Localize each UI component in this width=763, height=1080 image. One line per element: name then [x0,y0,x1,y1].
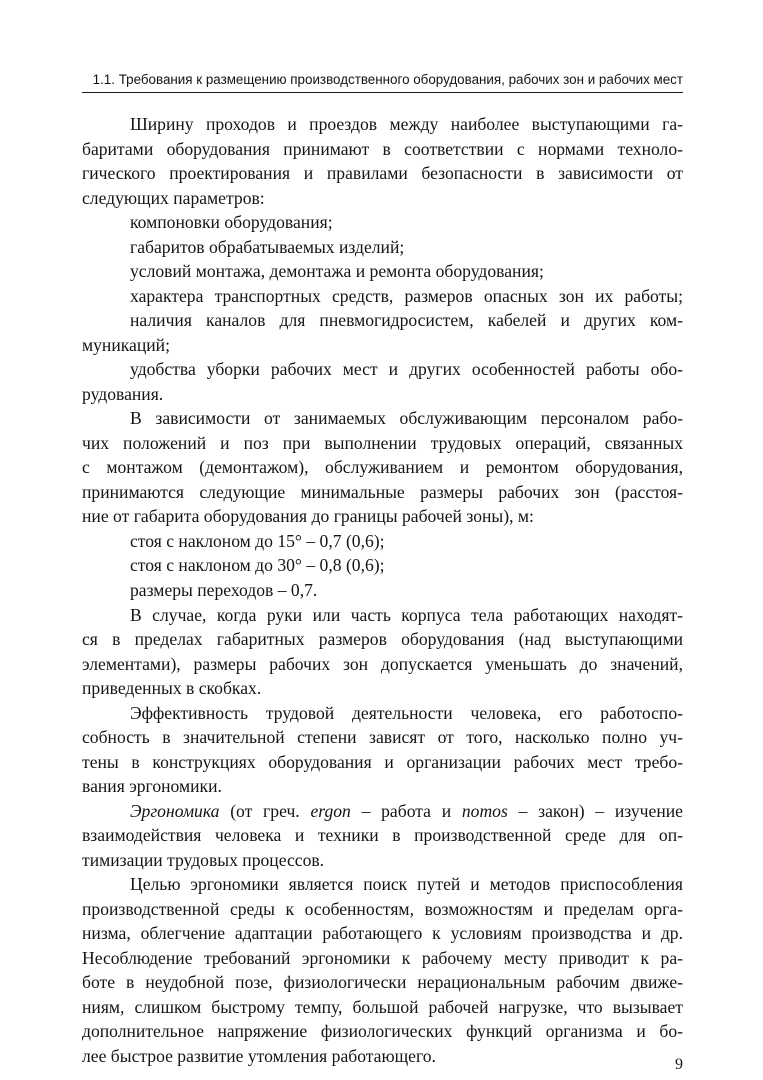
text-line: вания эргономики. [82,776,222,796]
text-line: рудования. [82,384,164,404]
text-line: собность в значительной степени зависят от того, насколько полно уч- [82,727,683,747]
text-line: ние от габарита оборудования до границы рабочей зоны), м: [82,506,534,526]
text-line: дополнительное напряжение физиологических функций организма и бо- [82,1021,683,1041]
text-line: лее быстрое развитие утомления работающего. [82,1046,436,1066]
text-line: производственной среды к особенностям, возможностям и пределам орга- [82,899,683,919]
text-line: Ширину проходов и проездов между наиболее выступающими га- [130,114,683,134]
text-line: тены в конструкциях оборудования и организации рабочих мест требо- [82,752,683,772]
text-line: В зависимости от занимаемых обслуживающим персоналом рабо- [130,408,683,428]
text-line: ся в пределах габаритных размеров оборудования (над выступающими [82,629,683,649]
text-line: приведенных в скобках. [82,678,262,698]
text-line: удобства уборки рабочих мест и других особенностей работы обо- [130,359,683,379]
text-line: следующих параметров: [82,188,265,208]
text-line: ниям, слишком быстрому темпу, большой рабочей нагрузке, что вызывает [82,997,683,1017]
text-line: Эффективность трудовой деятельности человека, его работоспо- [130,703,683,723]
text-line: тимизации трудовых процессов. [82,850,325,870]
text-line: Целью эргономики является поиск путей и методов приспособления [130,874,683,894]
text-line: низма, облегчение адаптации работающего к условиям производства и др. [82,923,683,943]
text-line: наличия каналов для пневмогидросистем, кабелей и других ком- [130,310,683,330]
text-line: чих положений и поз при выполнении трудовых операций, связанных [82,433,683,453]
text-line: условий монтажа, демонтажа и ремонта оборудования; [130,261,544,281]
running-header: 1.1. Требования к размещению производственного оборудования, рабочих зон и рабочих мест [92,72,683,87]
term-ergonomics: Эргономика [130,801,220,821]
text-line: с монтажом (демонтажом), обслуживанием и ремонтом оборудования, [82,457,683,477]
text-line: габаритов обрабатываемых изделий; [130,237,405,257]
text-line: характера транспортных средств, размеров опасных зон их работы; [130,286,683,306]
text-line: боте в неудобной позе, физиологически нерациональным рабочим движе- [82,972,683,992]
text-line: взаимодействия человека и техники в производственной среде для оп- [82,825,683,845]
text-line: размеры переходов – 0,7. [130,580,318,600]
term-ergon: ergon [310,801,351,821]
text-line: баритами оборудования принимают в соответствии с нормами техноло- [82,139,683,159]
term-nomos: nomos [461,801,508,821]
text-line: гического проектирования и правилами безопасности в зависимости от [82,163,683,183]
definition-line: Эргономика (от греч. ergon – работа и nomos – закон) – изучение [130,801,683,821]
text-line: элементами), размеры рабочих зон допускается уменьшать до значений, [82,654,683,674]
text-line: стоя с наклоном до 30° – 0,8 (0,6); [130,555,385,575]
text-line: компоновки оборудования; [130,212,333,232]
text-line: Несоблюдение требований эргономики к рабочему месту приводит к ра- [82,948,683,968]
text-line: В случае, когда руки или часть корпуса тела работающих находят- [130,605,683,625]
text-line: принимаются следующие минимальные размеры рабочих зон (расстоя- [82,482,683,502]
text-line: муникаций; [82,335,170,355]
page-number: 9 [675,1056,683,1073]
header-rule [82,92,683,93]
text-line: стоя с наклоном до 15° – 0,7 (0,6); [130,531,385,551]
